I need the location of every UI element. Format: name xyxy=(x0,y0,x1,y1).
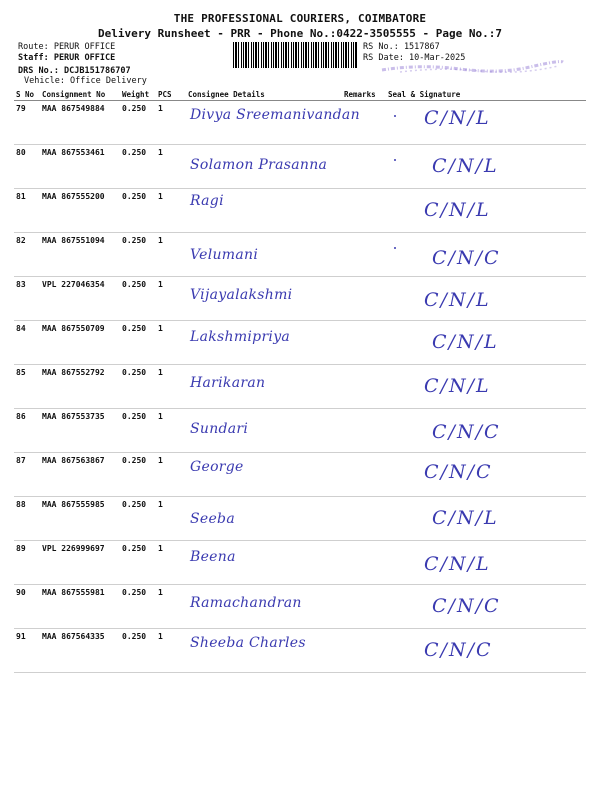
row-pcs: 1 xyxy=(156,497,186,541)
row-pcs: 1 xyxy=(156,365,186,409)
row-consignment-no: MAA 867555200 xyxy=(40,189,120,233)
row-pcs: 1 xyxy=(156,541,186,585)
faded-stamp-icon xyxy=(380,58,565,74)
row-weight: 0.250 xyxy=(120,101,156,145)
row-consignee-cell xyxy=(186,409,342,453)
row-seal-signature xyxy=(386,585,586,629)
row-consignment-no: MAA 867553735 xyxy=(40,409,120,453)
handwritten-consignee-name: Beena xyxy=(190,549,236,565)
row-consignment-no: MAA 867549884 xyxy=(40,101,120,145)
row-consignee-cell xyxy=(186,145,342,189)
row-weight: 0.250 xyxy=(120,585,156,629)
handwritten-signature: C/N/C xyxy=(432,421,501,443)
row-pcs: 1 xyxy=(156,189,186,233)
row-pcs: 1 xyxy=(156,321,186,365)
row-weight: 0.250 xyxy=(120,497,156,541)
row-pcs: 1 xyxy=(156,629,186,673)
col-pcs: PCS xyxy=(156,88,186,101)
row-consignee-cell xyxy=(186,497,342,541)
handwritten-signature: C/N/L xyxy=(424,199,491,221)
row-remarks xyxy=(342,277,386,321)
col-sno: S No xyxy=(14,88,40,101)
barcode-icon xyxy=(233,42,357,68)
row-consignee-cell xyxy=(186,453,342,497)
table-row xyxy=(14,101,586,145)
drs-number: DRS No.: DCJB151786707 xyxy=(18,66,131,76)
row-consignee-cell xyxy=(186,101,360,145)
row-weight: 0.250 xyxy=(120,321,156,365)
row-pcs: 1 xyxy=(156,585,186,629)
row-sno: 87 xyxy=(14,453,40,497)
row-remarks xyxy=(342,497,386,541)
row-seal-signature xyxy=(386,497,586,541)
row-sno: 88 xyxy=(14,497,40,541)
row-remarks xyxy=(342,365,386,409)
row-remarks xyxy=(342,453,386,497)
table-row xyxy=(14,453,586,497)
table-row xyxy=(14,541,586,585)
row-consignment-no: MAA 867563867 xyxy=(40,453,120,497)
handwritten-signature: C/N/L xyxy=(424,375,491,397)
row-seal-signature xyxy=(386,277,586,321)
row-sno: 86 xyxy=(14,409,40,453)
col-remarks: Remarks xyxy=(342,88,386,101)
row-remarks xyxy=(342,145,386,189)
table-row xyxy=(14,145,586,189)
row-sno: 91 xyxy=(14,629,40,673)
handwritten-consignee-name: Lakshmipriya xyxy=(190,329,291,345)
handwritten-consignee-name: Solamon Prasanna xyxy=(190,157,328,173)
handwritten-signature: C/N/L xyxy=(432,155,499,177)
table-row xyxy=(14,585,586,629)
row-weight: 0.250 xyxy=(120,277,156,321)
route-label: Route: PERUR OFFICE xyxy=(18,42,116,52)
staff-label: Staff: PERUR OFFICE xyxy=(18,53,116,63)
row-remarks xyxy=(342,233,386,277)
row-consignment-no: MAA 867553461 xyxy=(40,145,120,189)
handwritten-signature: C/N/C xyxy=(424,639,493,661)
row-weight: 0.250 xyxy=(120,629,156,673)
row-weight: 0.250 xyxy=(120,189,156,233)
row-pcs: 1 xyxy=(156,409,186,453)
handwritten-consignee-name: Sundari xyxy=(190,421,249,437)
table-row xyxy=(14,409,586,453)
row-consignment-no: VPL 227046354 xyxy=(40,277,120,321)
handwritten-signature: C/N/L xyxy=(432,507,499,529)
row-consignee-cell xyxy=(186,541,342,585)
row-consignee-cell xyxy=(186,585,342,629)
handwritten-consignee-name: Divya Sreemanivandan xyxy=(190,107,360,123)
row-weight: 0.250 xyxy=(120,365,156,409)
row-consignee-cell xyxy=(186,189,342,233)
row-remarks xyxy=(342,321,386,365)
row-seal-signature xyxy=(386,321,586,365)
row-consignment-no: MAA 867551094 xyxy=(40,233,120,277)
handwritten-signature: C/N/L xyxy=(432,331,499,353)
row-remarks xyxy=(342,101,386,145)
row-consignee-cell xyxy=(186,277,342,321)
row-pcs: 1 xyxy=(156,145,186,189)
row-consignee-cell xyxy=(186,321,342,365)
row-consignment-no: MAA 867555981 xyxy=(40,585,120,629)
row-consignee-cell xyxy=(186,365,342,409)
row-consignment-no: MAA 867555985 xyxy=(40,497,120,541)
handwritten-signature: C/N/C xyxy=(424,461,493,483)
handwritten-consignee-name: Sheeba Charles xyxy=(190,635,306,651)
handwritten-consignee-name: Harikaran xyxy=(190,375,266,391)
row-sno: 90 xyxy=(14,585,40,629)
col-consignee: Consignee Details xyxy=(186,88,342,101)
row-remarks xyxy=(342,629,386,673)
row-pcs: 1 xyxy=(156,101,186,145)
row-pcs: 1 xyxy=(156,233,186,277)
row-weight: 0.250 xyxy=(120,233,156,277)
table-header-row xyxy=(14,88,586,101)
col-signature: Seal & Signature xyxy=(386,88,586,101)
row-seal-signature xyxy=(386,189,586,233)
row-weight: 0.250 xyxy=(120,145,156,189)
handwritten-consignee-name: Ramachandran xyxy=(190,595,302,611)
row-pcs: 1 xyxy=(156,453,186,497)
row-seal-signature xyxy=(386,629,586,673)
row-sno: 84 xyxy=(14,321,40,365)
row-consignee-cell xyxy=(186,233,342,277)
table-row xyxy=(14,321,586,365)
runsheet-subtitle: Delivery Runsheet - PRR - Phone No.:0422-3505555 - Page No.:7 xyxy=(98,27,502,40)
handwritten-signature: C/N/C xyxy=(432,595,501,617)
col-weight: Weight xyxy=(120,88,156,101)
runsheet-table xyxy=(14,88,586,673)
table-row xyxy=(14,629,586,673)
handwritten-consignee-name: Velumani xyxy=(190,247,259,263)
handwritten-consignee-name: Seeba xyxy=(190,511,235,527)
row-sno: 85 xyxy=(14,365,40,409)
row-seal-signature xyxy=(386,453,586,497)
row-seal-signature xyxy=(386,145,586,189)
table-row xyxy=(14,233,586,277)
row-consignment-no: MAA 867552792 xyxy=(40,365,120,409)
col-consignment: Consignment No xyxy=(40,88,120,101)
company-name: THE PROFESSIONAL COURIERS, COIMBATORE xyxy=(173,12,427,25)
table-row xyxy=(14,189,586,233)
row-sno: 82 xyxy=(14,233,40,277)
row-remarks xyxy=(342,189,386,233)
row-pcs: 1 xyxy=(156,277,186,321)
handwritten-consignee-name: Vijayalakshmi xyxy=(190,287,293,303)
handwritten-consignee-name: Ragi xyxy=(190,193,224,209)
row-weight: 0.250 xyxy=(120,409,156,453)
handwritten-signature: C/N/C xyxy=(432,247,501,269)
row-sno: 81 xyxy=(14,189,40,233)
row-sno: 89 xyxy=(14,541,40,585)
row-seal-signature xyxy=(386,101,586,145)
row-seal-signature xyxy=(386,365,586,409)
row-sno: 83 xyxy=(14,277,40,321)
handwritten-signature: C/N/L xyxy=(424,107,491,129)
row-seal-signature xyxy=(386,541,586,585)
row-seal-signature xyxy=(386,409,586,453)
row-weight: 0.250 xyxy=(120,453,156,497)
row-consignee-cell xyxy=(186,629,342,673)
handwritten-signature: C/N/L xyxy=(424,553,491,575)
rs-date: RS Date: 10-Mar-2025 xyxy=(363,53,466,63)
table-row xyxy=(14,277,586,321)
row-seal-signature xyxy=(386,233,586,277)
row-sno: 79 xyxy=(14,101,40,145)
row-consignment-no: MAA 867550709 xyxy=(40,321,120,365)
rs-number: RS No.: 1517867 xyxy=(363,42,440,52)
row-weight: 0.250 xyxy=(120,541,156,585)
vehicle-label: Vehicle: Office Delivery xyxy=(24,76,147,86)
handwritten-consignee-name: George xyxy=(190,459,244,475)
row-sno: 80 xyxy=(14,145,40,189)
row-remarks xyxy=(342,585,386,629)
row-consignment-no: VPL 226999697 xyxy=(40,541,120,585)
row-remarks xyxy=(342,409,386,453)
row-remarks xyxy=(342,541,386,585)
row-consignment-no: MAA 867564335 xyxy=(40,629,120,673)
handwritten-signature: C/N/L xyxy=(424,289,491,311)
table-row xyxy=(14,365,586,409)
table-row xyxy=(14,497,586,541)
